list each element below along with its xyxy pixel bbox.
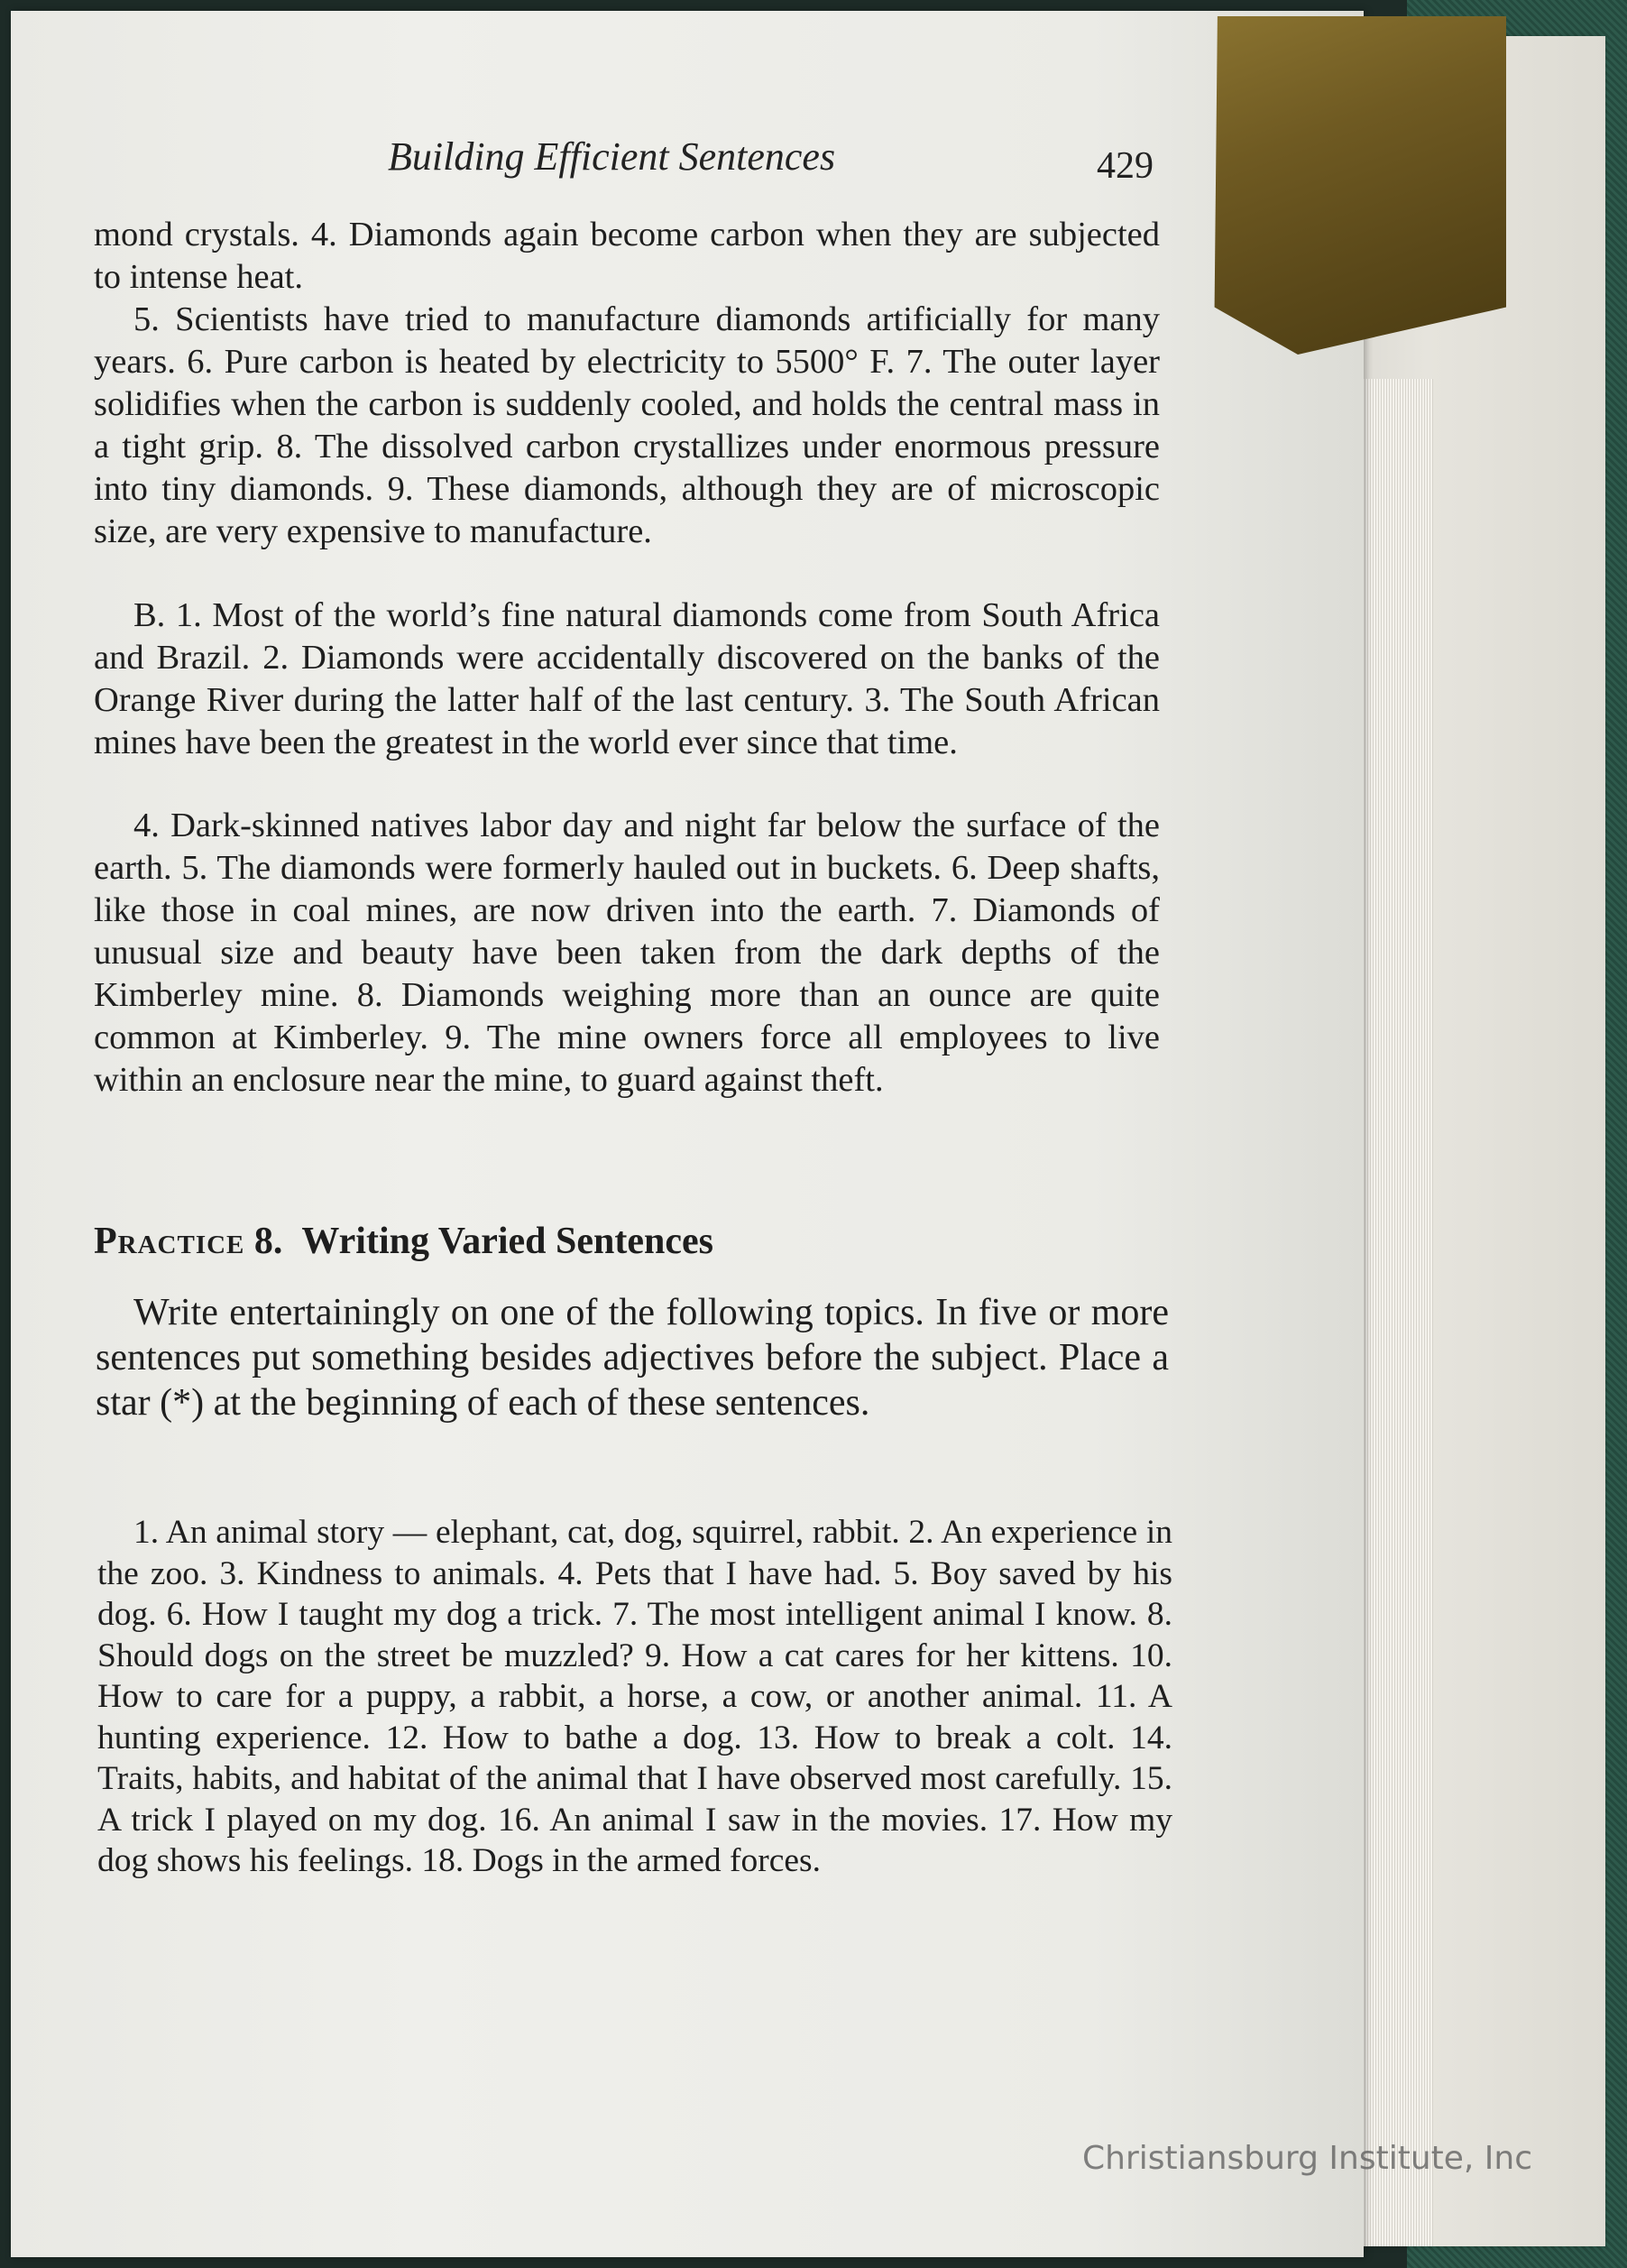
practice-number: 8.	[253, 1221, 283, 1262]
page-number: 429	[1097, 145, 1154, 187]
paragraph: 5. Scientists have tried to manufacture diamonds artificially for many years. 6. Pure carbon is heated by electricity to 5500° F. 7. The outer layer solidifies when the carbon is suddenly cooled, and holds the central mass in a tight grip. 8. The dissolved carbon crystallizes under enormous pressure into tiny diamonds. 9. These diamonds, although they are of microscopic size, are very expensive to manufacture.	[94, 300, 1160, 550]
practice-title: Writing Varied Sentences	[301, 1221, 713, 1262]
topic-list: 1. An animal story — elephant, cat, dog, squirrel, rabbit. 2. An experience in the zoo. 3. Kindness to animals. 4. Pets that I have had. 5. Boy saved by his dog. 6. How I taught my dog a trick. 7. The most intelligent animal I know. 8. Should dogs on the street be muzzled? 9. How a cat cares for her kittens. 10. How to care for a puppy, a rabbit, a horse, a cow, or another animal. 11. A hunting experience. 12. How to bathe a dog. 13. How to break a colt. 14. Traits, habits, and habitat of the animal that I have observed most carefully. 15. A trick I played on my dog. 16. An animal I saw in the movies. 17. How my dog shows his feelings. 18. Dogs in the armed forces.	[97, 1514, 1172, 1879]
page-marker-clip	[1209, 16, 1506, 355]
page-edges	[1362, 379, 1433, 2246]
watermark: Christiansburg Institute, Inc	[1082, 2140, 1533, 2177]
running-head: Building Efficient Sentences	[388, 134, 836, 179]
practice-instructions: Write entertainingly on one of the following topics. In five or more sentences put something besides adjectives before the subject. Place a star (*) at the beginning of each of these sentences.	[96, 1292, 1169, 1424]
paragraph: 4. Dark-skinned natives labor day and night far below the surface of the earth. 5. The diamonds were formerly hauled out in buckets. 6. Deep shafts, like those in coal mines, are now driven into the earth. 7. Diamonds of unusual size and beauty have been taken from the dark depths of the Kimberley mine. 8. Diamonds weighing more than an ounce are quite common at Kimberley. 9. The mine owners force all employees to live within an enclosure near the mine, to guard against theft.	[94, 807, 1160, 1099]
paragraph: mond crystals. 4. Diamonds again become carbon when they are subjected to intense heat.	[94, 216, 1160, 296]
practice-label: Practice	[94, 1221, 245, 1262]
practice-heading	[94, 1220, 1086, 1263]
paragraph: B. 1. Most of the world’s fine natural diamonds come from South Africa and Brazil. 2. Diamonds were accidentally discovered on the banks of the Orange River during the latter half of the last century. 3. The South African mines have been the greatest in the world ever since that time.	[94, 596, 1160, 761]
page-header	[388, 134, 1163, 188]
